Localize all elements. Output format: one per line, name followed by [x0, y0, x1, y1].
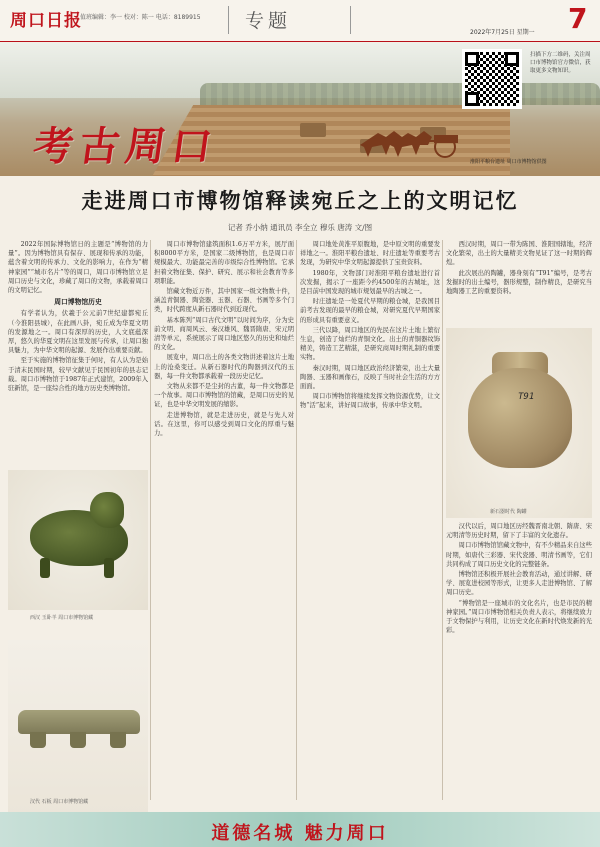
masthead [0, 0, 600, 42]
slab-foot [70, 732, 86, 748]
slab-caption: 汉代 石板 周口市博物馆藏 [30, 799, 89, 805]
jade-ram-photo [8, 470, 148, 610]
paragraph: 馆藏文物近万件，其中国家一级文物数十件，涵盖青铜器、陶瓷器、玉器、石器、书画等多个门类，时代跨度从新石器时代到近现代。 [154, 288, 294, 314]
paragraph: 至于实施的博物馆征集于何时，有人认为是始于清末民国时期，较早文献见于民国初年的县志记载。周口市博物馆于1987年正式建馆，2009年入驻新馆，是一座综合性的地方历史类博物馆。 [8, 357, 148, 393]
article-headline: 走进周口市博物馆释读宛丘之上的文明记忆 [81, 188, 519, 213]
paragraph: 周口市博物馆将继续发挥文物资源优势，让文物“活”起来，讲好周口故事，传承中华文明。 [300, 393, 440, 410]
jar-body [468, 368, 572, 468]
jar-inscription: T91 [518, 392, 535, 402]
paragraph: 汉代以后，周口地区历经魏晋南北朝、隋唐、宋元明清等历史时期，留下了丰富的文化遗存。 [446, 523, 592, 540]
page-number: 7 [568, 2, 588, 35]
banner-photo-credit: 淮阳平粮台遗址 周口市博物馆供图 [470, 159, 547, 165]
qr-code[interactable] [462, 49, 522, 109]
paragraph: 走进博物馆，就是走进历史，就是与先人对话。在这里，你可以感受到周口文化的厚重与魅力。 [154, 411, 294, 438]
article-byline: 记者 乔小纳 通讯员 李全立 穆乐 唐涛 文/图 [227, 223, 373, 232]
newspaper-logo: 周口日报 [10, 11, 82, 31]
paragraph: 周口市博物馆建筑面积1.6万平方米，展厅面积8000平方米，是国家二级博物馆，也是周口市规模最大、功能最完善的市级综合性博物馆。它承担着文物征集、保护、研究、展示和社会教育等多项职能。 [154, 241, 294, 285]
article-column-3 [300, 240, 440, 800]
paragraph: 基本陈列“周口古代文明”以时间为序，分为史前文明、商周风云、秦汉雄风、魏晋隋唐、宋元明清等单元，系统展示了周口地区悠久的历史和灿烂的文化。 [154, 316, 294, 352]
column-divider [296, 240, 297, 800]
paragraph: 1980年，文物部门对淮阳平粮台遗址进行首次发掘，揭示了一座距今约4500年的古城址，这是目前中国发现的城市规划最早的古城之一。 [300, 269, 440, 296]
horse-chariot-icon [350, 115, 470, 165]
stone-slab-photo [8, 640, 148, 815]
column-divider [442, 240, 443, 800]
banner-treeline [200, 83, 600, 105]
subheading: 周口博物馆历史 [54, 298, 102, 307]
pottery-jar-photo [446, 328, 592, 518]
paragraph: 展览中，周口出土的各类文物讲述着这片土地上的沧桑变迁。从新石器时代的陶器到汉代的玉器，每一件文物都承载着一段历史记忆。 [154, 354, 294, 380]
jade-ram-leg [104, 558, 114, 578]
paragraph: 秦汉时期，周口地区政治经济繁荣，出土大量陶器、玉器和画像石，反映了当时社会生活的方方面面。 [300, 364, 440, 391]
jar-caption: 新石器时代 陶罐 [490, 509, 527, 515]
editor-meta: 值班编辑：李一 校对：陈一 电话：8189915 [80, 14, 201, 21]
column-divider [150, 240, 151, 800]
paragraph: 周口市博物馆馆藏文物中，有不少精品来自这些时期，如唐代三彩器、宋代瓷器、明清书画等，它们共同构成了周口历史文化的完整链条。 [446, 542, 592, 568]
banner-title-calligraphy: 考古周口 [30, 123, 221, 170]
issue-date: 2022年7月25日 星期一 [470, 29, 535, 36]
paragraph: 2022年国际博物馆日的主题是“博物馆的力量”。因为博物馆具有保存、展现和传承的功能，蕴含着文明的传承力、文化的影响力，在作为“精神家园”“城市名片”等的周口，周口市博物馆立足周口历史与文化，珍藏了周口的文物，承载着周口的文明记忆。 [8, 241, 148, 295]
slab-foot [30, 732, 46, 748]
excavation-pit [300, 123, 326, 137]
paragraph: 西汉时期，周口一带为陈国、淮阳国辖地，经济文化繁荣，出土的大量精美文物见证了这一时期的辉煌。 [446, 241, 592, 267]
slab-foot [110, 732, 126, 748]
jade-ram-head [90, 492, 124, 528]
jade-caption: 西汉 玉卧羊 周口市博物馆藏 [30, 615, 94, 621]
paragraph: 博物馆还积极开展社会教育活动，通过讲解、研学、展览进校园等形式，让更多人走进博物馆、了解周口历史。 [446, 571, 592, 597]
qr-caption: 扫描下方二维码，关注周口市博物馆官方微信，获取更多文物知识。 [530, 52, 591, 74]
paragraph: 三代以降，周口地区的先民在这片土地上繁衍生息，创造了灿烂的青铜文化。出土的青铜器纹饰精美，铸造工艺精湛，是研究商周时期礼制的重要实物。 [300, 326, 440, 362]
jade-ram-leg [40, 558, 50, 578]
article-column-2 [154, 240, 294, 800]
article-column-1 [8, 240, 148, 455]
paragraph: “博物馆是一座城市的文化名片，也是市民的精神家园。”周口市博物馆相关负责人表示，将继续致力于文物保护与利用，让历史文化在新时代焕发新的光彩。 [446, 599, 592, 635]
paragraph: 文物从来都不是尘封的古董，每一件文物都是一个故事。周口市博物馆的馆藏，是周口历史的见证，也是中华文明发展的缩影。 [154, 383, 294, 409]
paragraph: 周口地处黄淮平原腹地，是中原文明的重要发祥地之一。淮阳平粮台遗址、时庄遗址等重要考古发现，为研究中华文明起源提供了宝贵资料。 [300, 241, 440, 267]
section-title: 专题 [245, 10, 292, 32]
paragraph: 有学者认为，伏羲于公元前7世纪建都宛丘（今淮阳县城），在此画八卦，宛丘成为华夏文明的发源地之一。周口有深厚的历史，人文底蕴深厚，悠久的华夏文明在这里发展与传承，让周口独具魅力，为中华文明的起源、发展作出重要贡献。 [8, 310, 148, 355]
article-column-4-continued [446, 522, 592, 800]
footer-banner [0, 812, 600, 847]
paragraph: 时庄遗址是一处夏代早期的粮仓城，是我国目前考古发现的最早的粮仓城，对研究夏代早期国家的形成具有重要意义。 [300, 298, 440, 324]
paragraph: 此次展出的陶罐，器身刻有“T91”编号，是考古发掘时的出土编号，器形规整，制作精良，是研究当地陶器工艺的重要资料。 [446, 269, 592, 296]
masthead-divider [228, 6, 229, 34]
article-column-4 [446, 240, 592, 324]
footer-slogan: 道德名城 魅力周口 [211, 823, 389, 844]
banner-image [0, 43, 600, 176]
slab-top [18, 710, 140, 734]
masthead-divider [350, 6, 351, 34]
